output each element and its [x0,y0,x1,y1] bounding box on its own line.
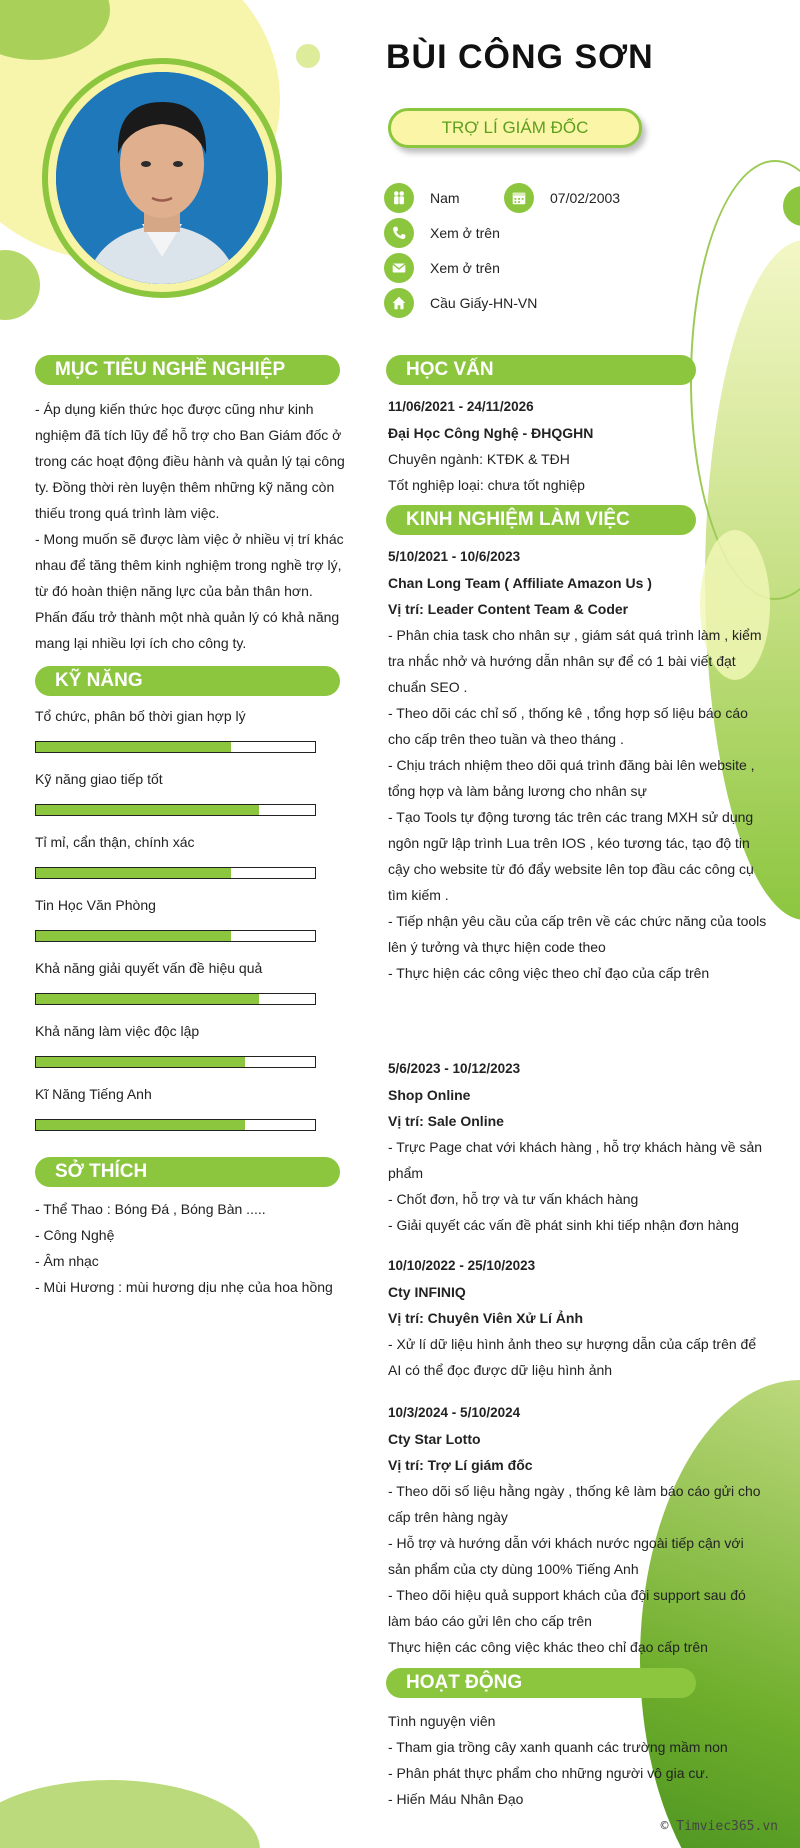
skill-label: Tin Học Văn Phòng [35,897,156,913]
hobby-item: - Mùi Hương : mùi hương dịu nhẹ của hoa hồng [35,1279,333,1295]
experience-detail: - Chốt đơn, hỗ trợ và tư vấn khách hàng [388,1191,639,1207]
skill-bar-fill [36,805,259,815]
skill-bar-fill [36,742,231,752]
activity-item: - Hiến Máu Nhân Đạo [388,1791,524,1807]
experience-detail: - Giải quyết các vấn đề phát sinh khi tiếp nhận đơn hàng [388,1217,739,1233]
avatar-frame [42,58,282,298]
skill-label: Tổ chức, phân bố thời gian hợp lý [35,708,246,724]
activity-item: - Tham gia trồng cây xanh quanh các trường mầm non [388,1739,728,1755]
home-icon [384,288,414,318]
experience-position: Vị trí: Chuyên Viên Xử Lí Ảnh [388,1310,584,1326]
hobby-item: - Công Nghệ [35,1227,115,1243]
experience-detail: - Xử lí dữ liệu hình ảnh theo sự hượng dẫn của cấp trên để AI có thể đọc được dữ liệu hình ảnh [388,1336,757,1378]
skill-bar-fill [36,1057,245,1067]
experience-date: 10/3/2024 - 5/10/2024 [388,1405,521,1420]
skill-label: Kỹ năng giao tiếp tốt [35,771,163,787]
contact-email [384,253,500,283]
experience-detail: - Thực hiện các công việc theo chỉ đạo của cấp trên [388,965,710,981]
experience-detail: - Trực Page chat với khách hàng , hỗ trợ khách hàng về sản phẩm [388,1139,763,1181]
experience-date: 10/10/2022 - 25/10/2023 [388,1258,536,1273]
experience-company: Chan Long Team ( Affiliate Amazon Us ) [388,575,652,591]
contact-birthdate [504,183,620,213]
activity-item: - Phân phát thực phẩm cho những người vô gia cư. [388,1765,709,1781]
skill-bar [35,1056,316,1068]
skill-bar [35,741,316,753]
avatar [56,72,268,284]
experience-item-2 [388,1056,768,1238]
calendar-icon [504,183,534,213]
contact-phone [384,218,500,248]
hobby-item: - Âm nhạc [35,1253,99,1269]
objective-title: MỤC TIÊU NGHỀ NGHIỆP [35,355,340,385]
education-title: HỌC VẤN [386,355,696,385]
experience-detail: - Theo dõi số liệu hằng ngày , thống kê làm báo cáo gửi cho cấp trên hàng ngày [388,1483,761,1525]
experience-position: Vị trí: Trợ Lí giám đốc [388,1457,533,1473]
experience-detail: Thực hiện các công việc khác theo chỉ đạo cấp trên [388,1639,708,1655]
experience-position: Vị trí: Leader Content Team & Coder [388,601,629,617]
experience-item-4 [388,1400,768,1660]
experience-company: Cty INFINIQ [388,1284,466,1300]
hobbies-list [35,1196,347,1300]
education-major: Chuyên ngành: KTĐK & TĐH [388,451,570,467]
experience-detail: - Chịu trách nhiệm theo dõi quá trình đăng bài lên website , tổng hợp và làm bảng lương cho nhân sự [388,757,755,799]
skill-bar [35,993,316,1005]
birthdate-text: 07/02/2003 [550,190,621,206]
experience-company: Shop Online [388,1087,471,1103]
skill-bar [35,804,316,816]
education-block [388,394,768,498]
skill-bar-fill [36,868,231,878]
hobby-item: - Thể Thao : Bóng Đá , Bóng Bàn ..... [35,1201,266,1217]
experience-item-3 [388,1253,768,1383]
hobbies-title: SỞ THÍCH [35,1157,340,1187]
skill-bar [35,867,316,879]
experience-detail: - Tạo Tools tự động tương tác trên các trang MXH sử dụng ngôn ngữ lập trình Lua trên IOS , kéo tương tác, tạo độ tin cậy cho website từ đó đẩy website lên top đầu các công cụ tìm kiếm . [388,809,754,903]
skill-bar-fill [36,1120,245,1130]
objective-paragraph-2: - Mong muốn sẽ được làm việc ở nhiều vị trí khác nhau để tăng thêm kinh nghiệm trong nghề trợ lý, từ đó hoàn thiện năng lực của bản thân hơn. Phấn đấu trở thành một nhà quản lý có khả năng mang lại nhiều lợi ích cho công ty. [35,531,344,651]
experience-item-1 [388,544,768,986]
mail-icon [384,253,414,283]
experience-detail: - Theo dõi hiệu quả support khách của đội support sau đó làm báo cáo gửi lên cho cấp trên [388,1587,746,1629]
position-title: TRỢ LÍ GIÁM ĐỐC [388,108,642,148]
gender-text: Nam [430,190,460,206]
email-text: Xem ở trên [430,260,500,276]
education-grade: Tốt nghiệp loại: chưa tốt nghiệp [388,477,585,493]
candidate-name: BÙI CÔNG SƠN [386,38,654,76]
experience-position: Vị trí: Sale Online [388,1113,504,1129]
user-icon [384,183,414,213]
decor-circle-left-small [0,250,40,320]
phone-text: Xem ở trên [430,225,500,241]
decor-bottom-left [0,1780,260,1848]
activity-item: Tình nguyện viên [388,1713,496,1729]
experience-detail: - Hỗ trợ và hướng dẫn với khách nước ngoài tiếp cận với sản phẩm của cty dùng 100% Tiếng Anh [388,1535,744,1577]
skills-title: KỸ NĂNG [35,666,340,696]
education-date: 11/06/2021 - 24/11/2026 [388,399,534,414]
skill-label: Kĩ Năng Tiếng Anh [35,1086,152,1102]
contact-gender [384,183,460,213]
skill-label: Khả năng làm việc độc lập [35,1023,200,1039]
objective-text [35,396,347,656]
skill-label: Khả năng giải quyết vấn đề hiệu quả [35,960,263,976]
experience-detail: - Phân chia task cho nhân sự , giám sát quá trình làm , kiểm tra nhắc nhở và hướng dẫn nhân sự để có 1 bài viết đạt chuẩn SEO . [388,627,762,695]
activities-list [388,1708,768,1812]
activities-title: HOẠT ĐỘNG [386,1668,696,1698]
address-text: Cầu Giấy-HN-VN [430,295,538,311]
experience-date: 5/6/2023 - 10/12/2023 [388,1061,521,1076]
experience-date: 5/10/2021 - 10/6/2023 [388,549,521,564]
phone-icon [384,218,414,248]
experience-company: Cty Star Lotto [388,1431,481,1447]
experience-detail: - Theo dõi các chỉ số , thống kê , tổng hợp số liệu báo cáo cho cấp trên theo tuần và theo tháng . [388,705,748,747]
skill-bar-fill [36,994,259,1004]
experience-detail: - Tiếp nhận yêu cầu của cấp trên về các chức năng của tools lên ý tưởng và thực hiện code theo [388,913,767,955]
skill-bar-fill [36,931,231,941]
experience-title: KINH NGHIỆM LÀM VIỆC [386,505,696,535]
skill-bar [35,930,316,942]
objective-paragraph-1: - Áp dụng kiến thức học được cũng như kinh nghiệm đã tích lũy để hỗ trợ cho Ban Giám đốc ở trong các hoạt động điều hành và quản lý tại công ty. Đồng thời rèn luyện thêm những kỹ năng còn thiếu trong quá trình làm việc. [35,401,345,521]
skill-bar [35,1119,316,1131]
education-school: Đại Học Công Nghệ - ĐHQGHN [388,425,594,441]
contact-address [384,288,537,318]
skill-label: Tỉ mỉ, cẩn thận, chính xác [35,834,195,850]
decor-circle-small-bubble [296,44,320,68]
footer-credit: © Timviec365.vn [660,1819,778,1834]
